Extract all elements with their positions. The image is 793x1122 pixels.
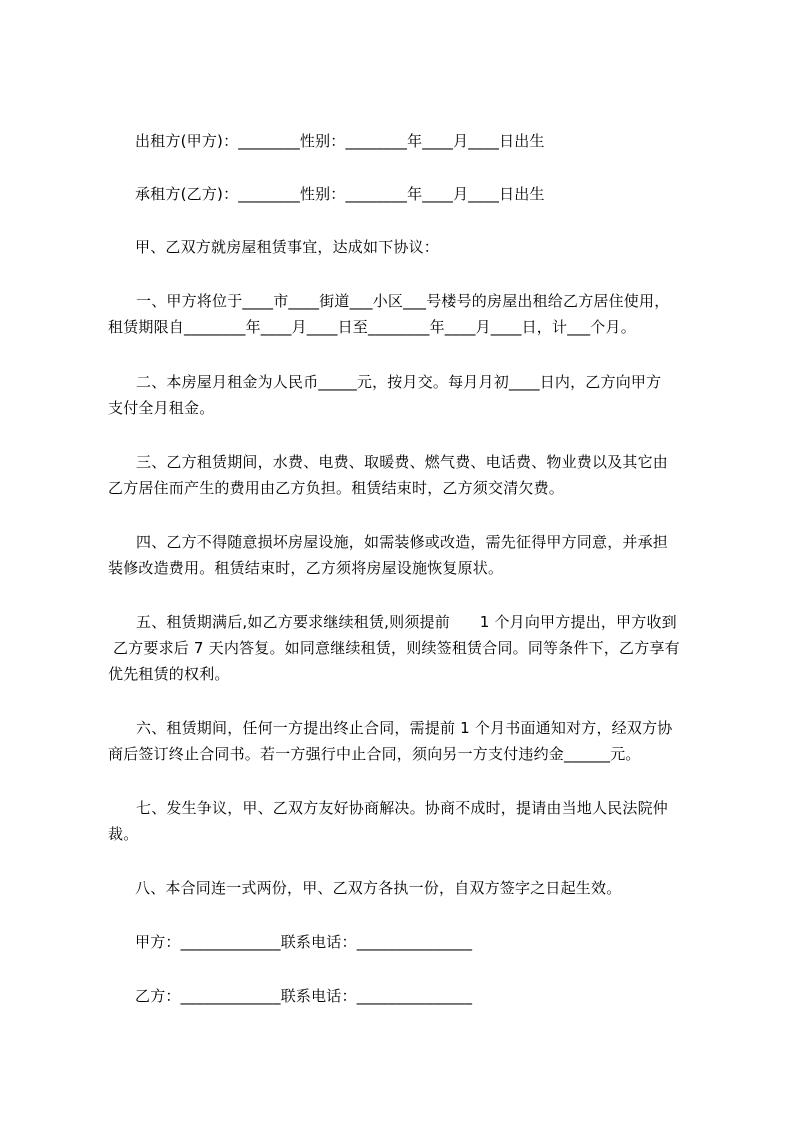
- party-a-signature-line: 甲方：_____________联系电话：_______________: [135, 933, 473, 951]
- clause-4-line-1: 四、乙方不得随意损坏房屋设施，如需装修或改造，需先征得甲方同意，并承担: [136, 533, 669, 551]
- clause-1-line-1: 一、甲方将位于____市____街道___小区___号楼号的房屋出租给乙方居住使用，: [136, 292, 670, 310]
- lessee-line: 承租方(乙方)：________性别：________年____月____日出生: [135, 185, 545, 203]
- clause-7-line-1: 七、发生争议，甲、乙双方友好协商解决。协商不成时，提请由当地人民法院仲: [136, 799, 669, 817]
- clause-5-line-2: 乙方要求后 7 天内答复。如同意继续租赁，则续签租赁合同。同等条件下，乙方享有: [108, 639, 680, 657]
- lessor-line: 出租方(甲方)：________性别：________年____月____日出生: [135, 132, 545, 150]
- intro-line: 甲、乙双方就房屋租赁事宜，达成如下协议：: [135, 238, 440, 256]
- clause-8-line-1: 八、本合同连一式两份，甲、乙双方各执一份，自双方签字之日起生效。: [135, 879, 622, 897]
- clause-2-line-1: 二、本房屋月租金为人民币_____元，按月交。每月月初____日内，乙方向甲方: [136, 373, 662, 391]
- clause-5-line-3: 优先租赁的权利。: [108, 665, 230, 683]
- clause-5-line-1: 五、租赁期满后,如乙方要求继续租赁,则须提前 1 个月向甲方提出，甲方收到: [136, 613, 677, 631]
- clause-7-line-2: 裁。: [108, 825, 139, 843]
- party-b-signature-line: 乙方：_____________联系电话：_______________: [135, 987, 473, 1005]
- clause-6-line-2: 商后签订终止合同书。若一方强行中止合同，须向另一方支付违约金______元。: [108, 745, 641, 763]
- clause-6-line-1: 六、租赁期间，任何一方提出终止合同，需提前 1 个月书面通知对方，经双方协: [136, 719, 673, 737]
- clause-4-line-2: 装修改造费用。租赁结束时，乙方须将房屋设施恢复原状。: [108, 559, 504, 577]
- clause-3-line-2: 乙方居住而产生的费用由乙方负担。租赁结束时，乙方须交清欠费。: [108, 479, 565, 497]
- clause-1-line-2: 租赁期限自________年____月____日至________年____月____日，计___个月。: [108, 318, 636, 336]
- clause-3-line-1: 三、乙方租赁期间，水费、电费、取暖费、燃气费、电话费、物业费以及其它由: [136, 453, 669, 471]
- clause-2-line-2: 支付全月租金。: [108, 399, 215, 417]
